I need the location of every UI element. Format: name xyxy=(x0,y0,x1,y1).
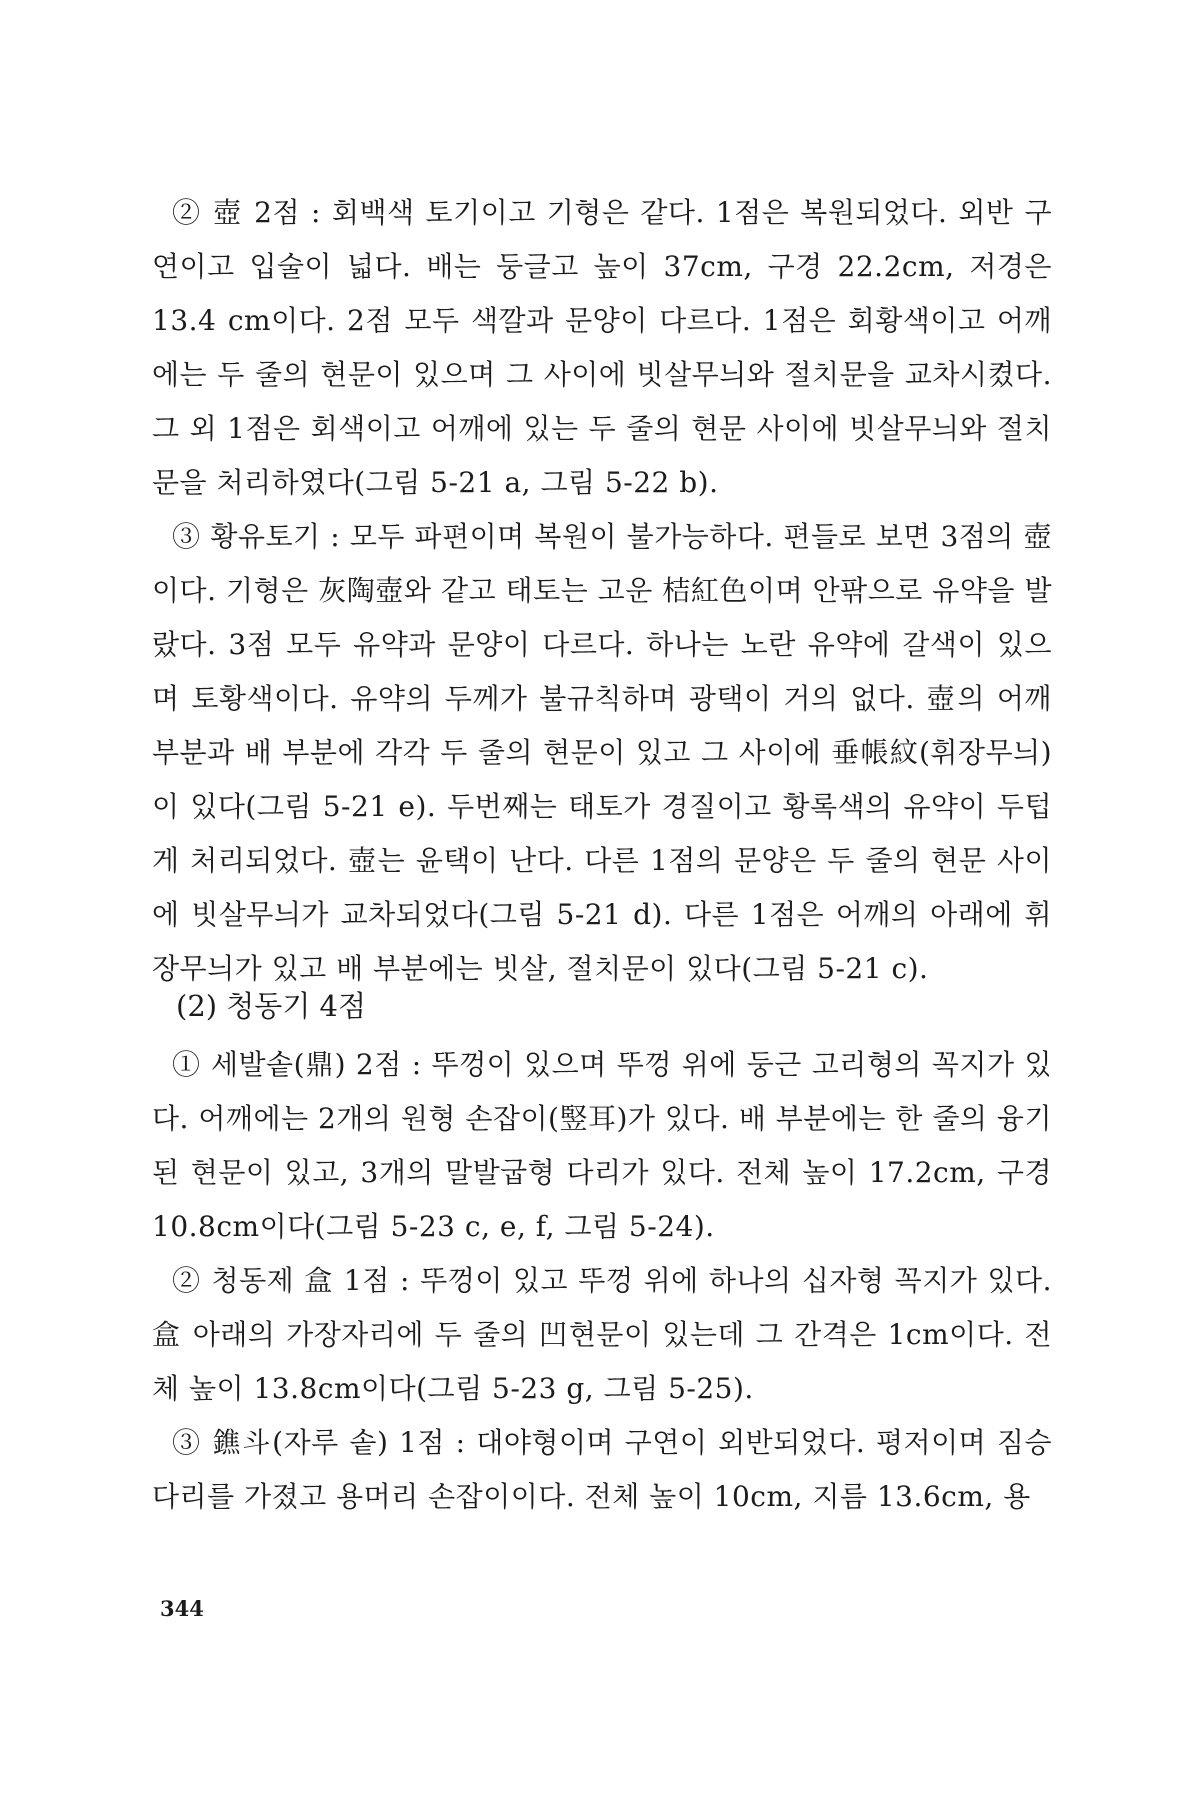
text-block-pottery xyxy=(152,186,1052,996)
paragraph-tripod-cauldron: ① 세발솥(鼎) 2점 : 뚜껑이 있으며 뚜껑 위에 둥근 고리형의 꼭지가 있다. 어깨에는 2개의 원형 손잡이(竪耳)가 있다. 배 부분에는 한 줄의 융기된 현문이 있고, 3개의 말발굽형 다리가 있다. 전체 높이 17.2cm, 구경 10.8cm이다(그림 5-23 c, e, f, 그림 5-24). xyxy=(152,1048,1052,1243)
paragraph-glazed-pottery: ③ 황유토기 : 모두 파편이며 복원이 불가능하다. 편들로 보면 3점의 壺이다. 기형은 灰陶壺와 같고 태토는 고운 桔紅色이며 안팎으로 유약을 발랐다. 3점 모두 유약과 문양이 다르다. 하나는 노란 유약에 갈색이 있으며 토황색이다. 유약의 두께가 불규칙하며 광택이 거의 없다. 壺의 어깨 부분과 배 부분에 각각 두 줄의 현문이 있고 그 사이에 垂帳紋(휘장무늬)이 있다(그림 5-21 e). 두번째는 태토가 경질이고 황록색의 유약이 두텁게 처리되었다. 壺는 윤택이 난다. 다른 1점의 문양은 두 줄의 현문 사이에 빗살무늬가 교차되었다(그림 5-21 d). 다른 1점은 어깨의 아래에 휘장무늬가 있고 배 부분에는 빗살, 절치문이 있다(그림 5-21 c). xyxy=(152,520,1052,985)
text-block-bronze xyxy=(152,1038,1052,1524)
section-heading-bronze: (2) 청동기 4점 xyxy=(176,989,367,1023)
paragraph-bronze-box: ② 청동제 盒 1점 : 뚜껑이 있고 뚜껑 위에 하나의 십자형 꼭지가 있다. 盒 아래의 가장자리에 두 줄의 凹현문이 있는데 그 간격은 1cm이다. 전체 높이 13.8cm이다(그림 5-23 g, 그림 5-25). xyxy=(152,1264,1052,1405)
paragraph-jar: ② 壺 2점 : 회백색 토기이고 기형은 같다. 1점은 복원되었다. 외반 구연이고 입술이 넓다. 배는 둥글고 높이 37cm, 구경 22.2cm, 저경은 13.4 cm이다. 2점 모두 색깔과 문양이 다르다. 1점은 회황색이고 어깨에는 두 줄의 현문이 있으며 그 사이에 빗살무늬와 절치문을 교차시켰다. 그 외 1점은 회색이고 어깨에 있는 두 줄의 현문 사이에 빗살무늬와 절치문을 처리하였다(그림 5-21 a, 그림 5-22 b). xyxy=(152,196,1052,499)
paragraph-handled-pot: ③ 鐎斗(자루 솥) 1점 : 대야형이며 구연이 외반되었다. 평저이며 짐승다리를 가졌고 용머리 손잡이이다. 전체 높이 10cm, 지름 13.6cm, 용 xyxy=(152,1426,1052,1513)
page-number: 344 xyxy=(160,1596,204,1621)
